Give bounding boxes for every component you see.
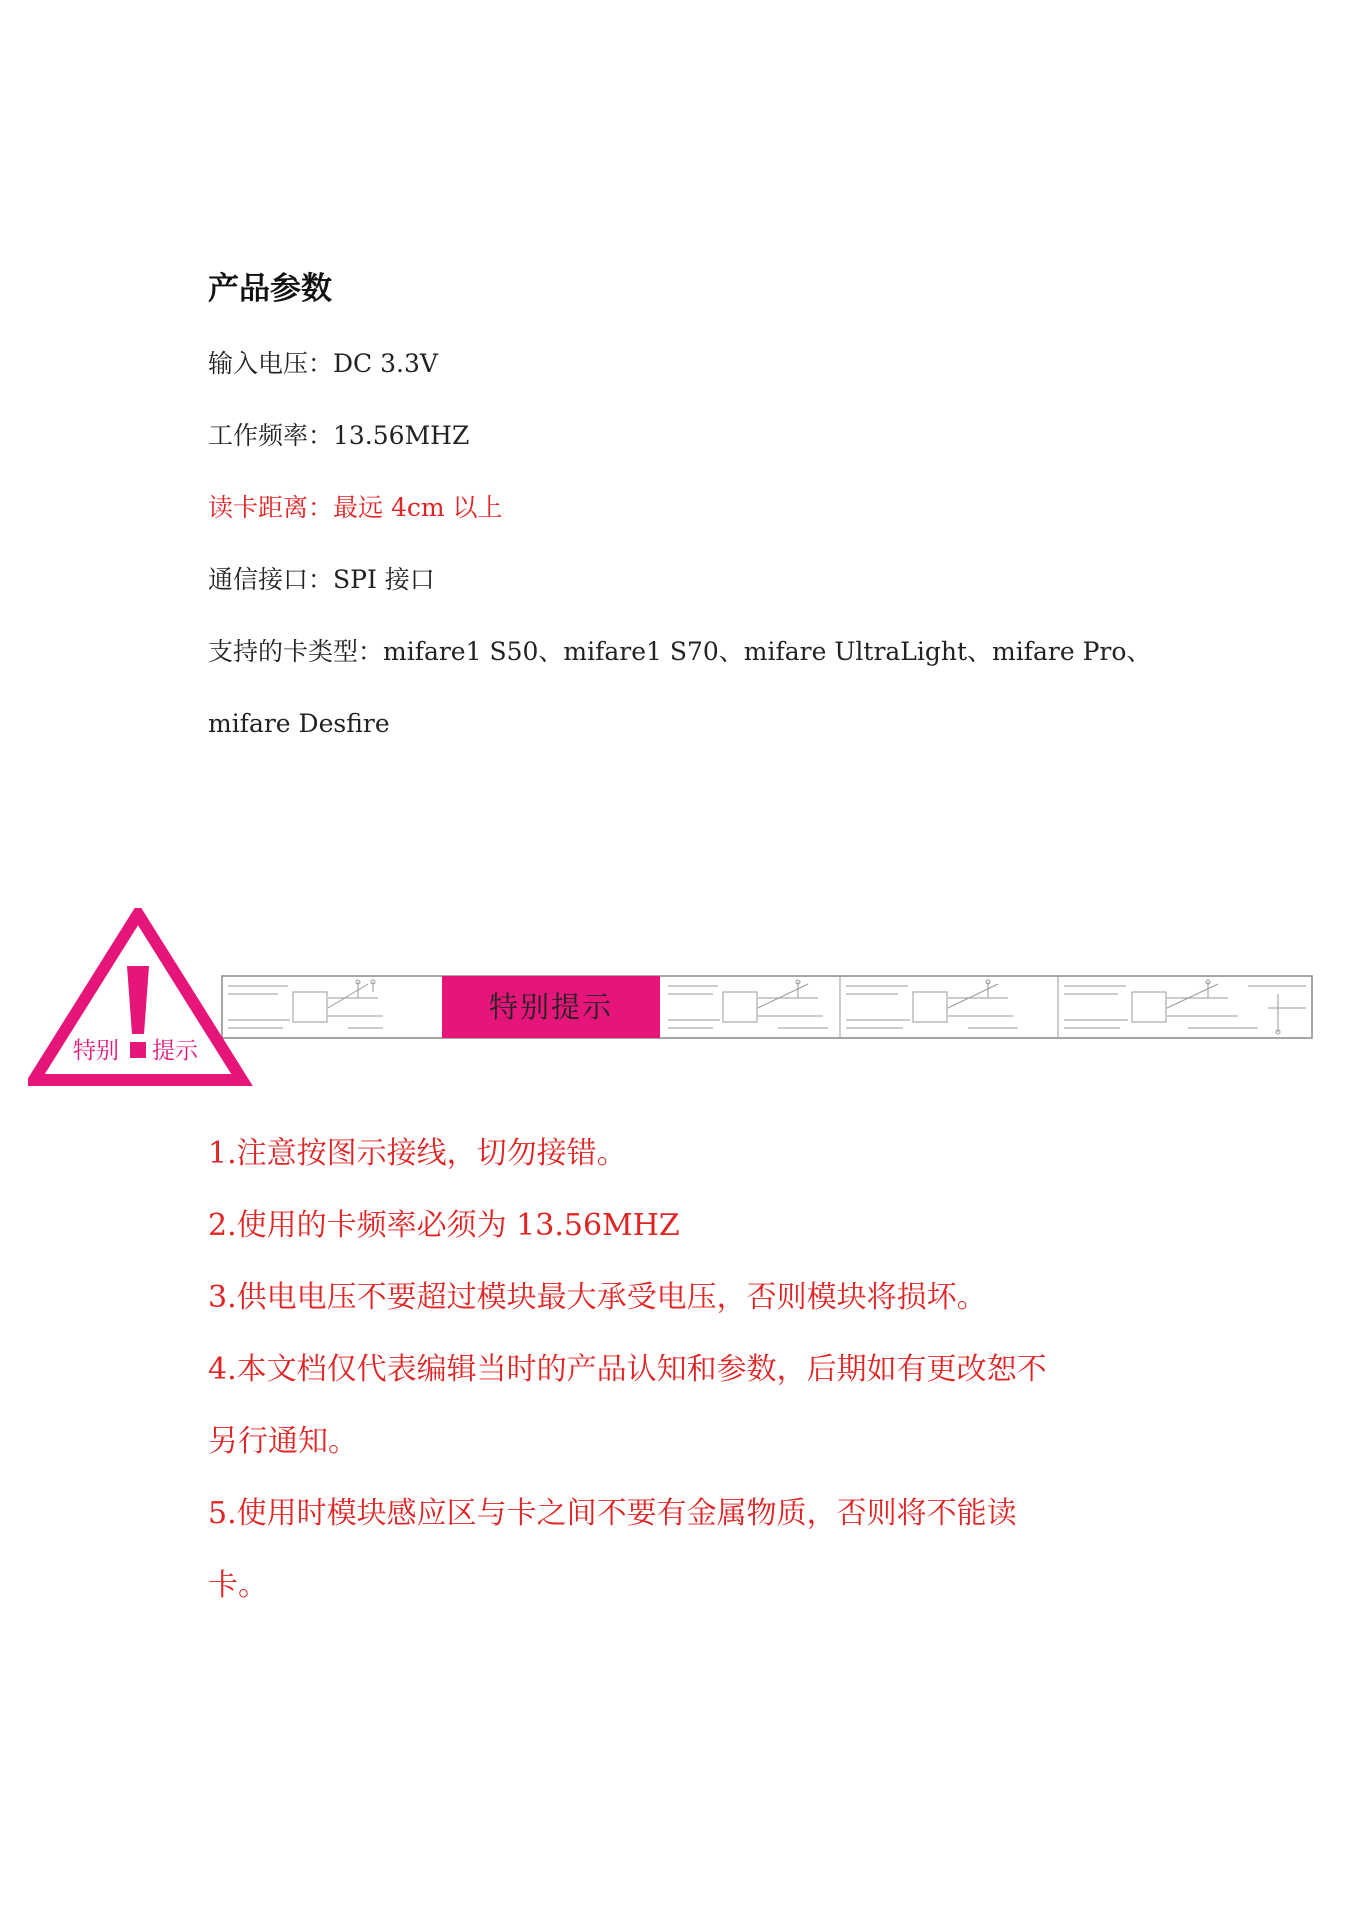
notice-item-cont: 另行通知。 (208, 1424, 358, 1459)
param-interface: 通信接口：SPI 接口 (208, 565, 435, 594)
param-frequency: 工作频率：13.56MHZ (208, 421, 470, 450)
notice-item: 3.供电电压不要超过模块最大承受电压，否则模块将损坏。 (208, 1280, 987, 1315)
strip-label: 特别提示 (488, 990, 613, 1024)
triangle-label-left: 特别 (73, 1038, 119, 1064)
notice-item: 5.使用时模块感应区与卡之间不要有金属物质，否则将不能读 (208, 1496, 1017, 1531)
param-input-voltage: 输入电压：DC 3.3V (208, 349, 438, 378)
notice-item: 2.使用的卡频率必须为 13.56MHZ (208, 1208, 680, 1243)
triangle-label-right: 提示 (152, 1038, 198, 1064)
notice-item-cont: 卡。 (208, 1568, 268, 1603)
notice-list (208, 1118, 1188, 1622)
notice-item: 4.本文档仅代表编辑当时的产品认知和参数，后期如有更改恕不 (208, 1352, 1047, 1387)
param-read-distance: 读卡距离：最远 4cm 以上 (208, 493, 503, 522)
special-notice-banner (28, 908, 1328, 1088)
warning-triangle-icon (34, 914, 242, 1080)
notice-item: 1.注意按图示接线，切勿接错。 (208, 1136, 627, 1171)
params-heading: 产品参数 (208, 271, 332, 307)
param-card-types: 支持的卡类型：mifare1 S50、mifare1 S70、mifare UltraLight、mifare Pro、 (208, 637, 1152, 666)
param-card-types-cont: mifare Desfire (208, 709, 390, 738)
circuit-strip-graphic (28, 908, 1328, 1088)
product-params-section (208, 264, 1188, 760)
